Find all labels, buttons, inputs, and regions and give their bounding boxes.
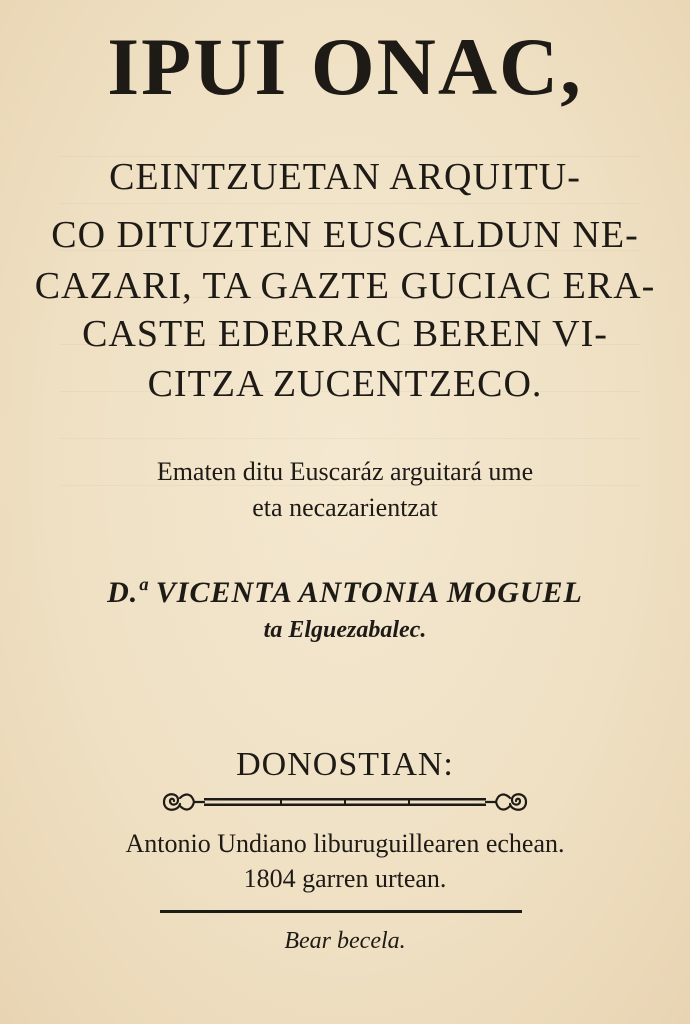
subtitle-line-2: CO DITUZTEN EUSCALDUN NE-: [51, 214, 639, 256]
year-line: 1804 garren urtean.: [243, 864, 447, 893]
author-surname: ta Elguezabalec.: [263, 617, 427, 643]
subtitle-line-3: CAZARI, TA GAZTE GUCIAC ERA-: [34, 265, 656, 307]
book-title: IPUI ONAC,: [107, 21, 583, 112]
imprint-place: DONOSTIAN:: [236, 746, 454, 783]
subtitle-line-5: CITZA ZUCENTZECO.: [147, 363, 543, 405]
printer-line: Antonio Undiano liburuguillearen echean.: [125, 829, 565, 858]
motto: Bear becela.: [284, 928, 406, 954]
dedication-line-1: Ematen ditu Euscaráz arguitará ume: [156, 457, 534, 486]
subtitle-line-1: CEINTZUETAN ARQUITU-: [109, 156, 581, 198]
dedication-line-2: eta necazarientzat: [252, 493, 438, 522]
subtitle-line-4: CASTE EDERRAC BEREN VI-: [82, 313, 608, 355]
scroll-flourish-rule-icon: [160, 788, 530, 816]
author-name: D.ª VICENTA ANTONIA MOGUEL: [107, 576, 583, 609]
divider-rule: [160, 910, 522, 913]
